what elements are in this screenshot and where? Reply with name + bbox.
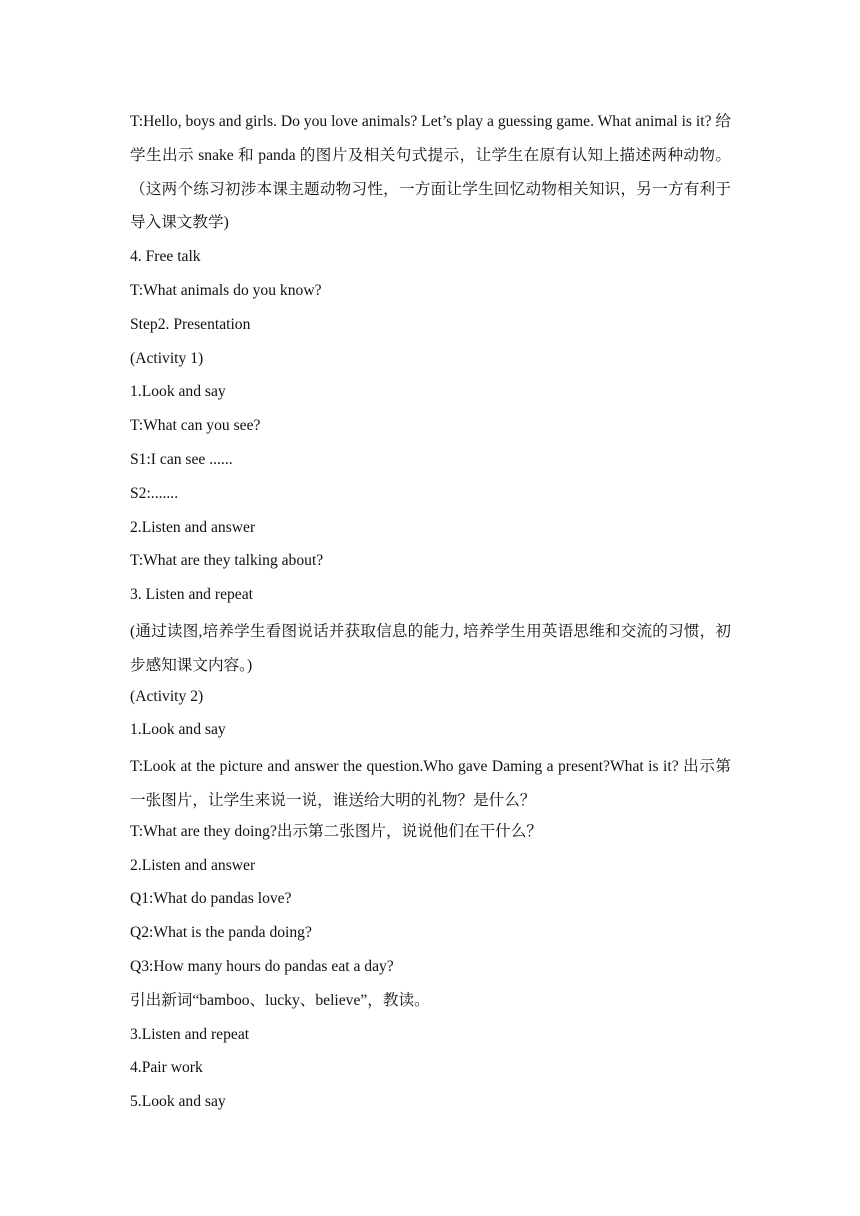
question-line: Q3:How many hours do pandas eat a day? [130,957,394,975]
teacher-line: T:What are they doing?出示第二张图片，说说他们在干什么？ [130,822,542,840]
student-line: S1:I can see ...... [130,450,233,468]
teacher-line: T:What animals do you know? [130,281,322,299]
teacher-line: T:What are they talking about? [130,552,324,570]
new-words-line: 引出新词“bamboo、lucky、believe”，教读。 [130,991,430,1009]
step-look-and-say: 5.Look and say [130,1093,226,1111]
intro-paragraph: T:Hello, boys and girls. Do you love animals? Let’s play a guessing game. What animal is it? 给学生出示 snake 和 panda 的图片及相关句式提示，让学生在原有认知上描述两种动物。（这两个练习初涉本课主题动物习性，一方面让学生回忆动物相关知识，另一方有利于导入课文教学) [130,113,731,232]
step-listen-and-answer: 2.Listen and answer [130,856,256,874]
student-line: S2:....... [130,484,179,502]
document-body [130,108,731,1122]
step-listen-and-repeat: 3. Listen and repeat [130,586,253,604]
step-free-talk: 4. Free talk [130,248,201,266]
activity-heading: (Activity 2) [130,687,204,705]
step-look-and-say: 1.Look and say [130,721,226,739]
activity-heading: (Activity 1) [130,349,204,367]
question-line: Q2:What is the panda doing? [130,924,312,942]
question-line: Q1:What do pandas love? [130,890,292,908]
note-paragraph: (通过读图,培养学生看图说话并获取信息的能力, 培养学生用英语思维和交流的习惯，初步感知课文内容。) [130,622,731,674]
section-heading: Step2. Presentation [130,315,251,333]
teacher-line: T:What can you see? [130,417,261,435]
step-pair-work: 4.Pair work [130,1059,203,1077]
step-listen-and-repeat: 3.Listen and repeat [130,1025,250,1043]
step-listen-and-answer: 2.Listen and answer [130,518,256,536]
teacher-paragraph: T:Look at the picture and answer the question.Who gave Daming a present?What is it? 出示第一张图片，让学生来说一说，谁送给大明的礼物？是什么？ [130,758,731,809]
step-look-and-say: 1.Look and say [130,383,226,401]
